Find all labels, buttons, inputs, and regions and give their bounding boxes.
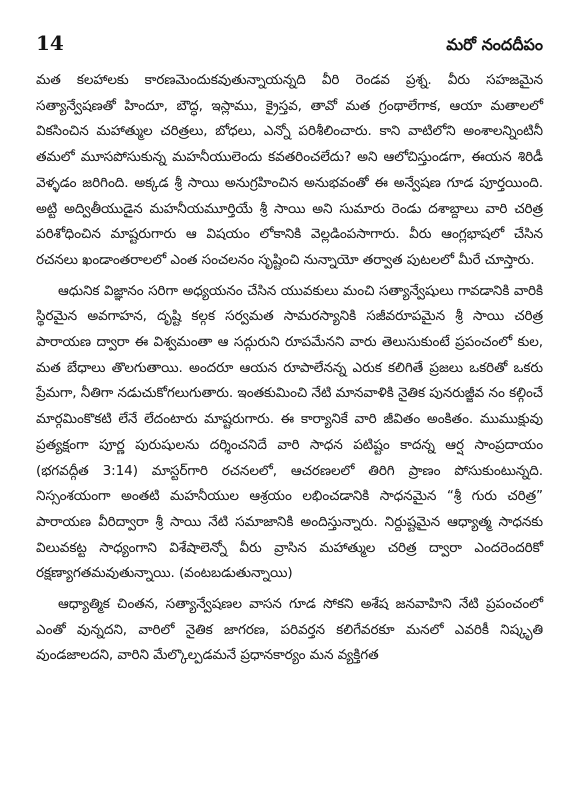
paragraph: ఆధునిక విజ్ఞానం సరిగా అధ్యయనం చేసిన యువకులు మంచి సత్యాన్వేషులు గావడానికి వారికి స్థిరమైన అవగాహన, దృష్టి కల్గక సర్వమత సామరస్యానికి సజీవరూపమైన శ్రీ సాయి చరిత్ర పారాయణ ద్వారా ఈ విశ్వమంతా ఆ సద్గురుని రూపమేనని వారు తెలుసుకుంటే ప్రపంచంలో కుల, మత బేధాలు తొలగుతాయి. అందరూ ఆయన రూపాలేనన్న ఎరుక కలిగితే ప్రజలు ఒకరితో ఒకరు ప్రేమగా, నీతిగా నడుచుకోగలుగుతారు. ఇంతకుమించి నేటి మానవాళికి నైతిక పునరుజ్జీవ నం కల్గించే మార్గమింకొకటి లేనే లేదంటారు మాష్టరుగారు. ఈ కార్యానికే వారి జీవితం అంకితం. ముముక్షువు ప్రత్యక్షంగా పూర్ణ పురుషులను దర్శించనిదే వారి సాధన పటిష్టం కాదన్న ఆర్ష సాంప్రదాయం (భగవద్గీత 3:14) మాస్టర్‌గారి రచనలలో, ఆచరణలలో తిరిగి ప్రాణం పోసుకుంటున్నది. నిస్సంశయంగా అంతటి మహనీయుల ఆశ్రయం లభించడానికి సాధనమైన “శ్రీ గురు చరిత్ర” పారాయణ వీరిద్వారా శ్రీ సాయి నేటి సమాజానికి అందిస్తున్నారు. నిర్దుష్టమైన ఆధ్యాత్మ సాధనకు విలువకట్ట సాధ్యంగాని విశేషాలెన్నో వీరు వ్రాసిన మహాత్ముల చరిత్ర ద్వారా ఎందరెందరికో రక్షణ్యాగతమవుతున్నాయి. (వంటబడుతున్నాయి): [36, 282, 543, 582]
paragraph: మత కలహాలకు కారణమెందుకవుతున్నాయన్నది వీరి రెండవ ప్రశ్న. వీరు సహజమైన సత్యాన్వేషణతో హిందూ, బౌద్ధ, ఇస్లాము, క్రైస్తవ, తావో మత గ్రంథాలేగాక, ఆయా మతాలలో వికసించిన మహాత్ముల చరిత్రలు, బోధలు, ఎన్నో పరిశీలించారు. కాని వాటిలోని అంశాలన్నింటినీ తమలో మూసపోసుకున్న మహనీయులెందు కవతరించలేదు? అని ఆలోచిస్తుండగా, ఈయన శిరిడీ వెళ్ళడం జరిగింది. అక్కడ శ్రీ సాయి అనుగ్రహించిన అనుభవంతో ఈ అన్వేషణ గూడ పూర్తయింది. అట్టి అద్వితీయుడైన మహనీయమూర్తియే శ్రీ సాయి అని సుమారు రెండు దశాబ్దాలు వారి చరిత్ర పరిశోధించిన మాష్టరుగారు ఆ విషయం లోకానికి వెల్లడింపసాగారు. వీరు ఆంగ్లభాషలో చేసిన రచనలు ఖండాంతరాలలో ఎంత సంచలనం సృష్టించి నున్నాయో తర్వాత పుటలలో మీరే చూస్తారు.: [36, 72, 543, 268]
page-number: 14: [36, 31, 64, 55]
running-head: మరో నందదీపం: [446, 35, 543, 54]
body-text: [36, 68, 543, 669]
page-header: [36, 28, 543, 58]
paragraph: ఆధ్యాత్మిక చింతన, సత్యాన్వేషణల వాసన గూడ సోకని అశేష జనవాహిని నేటి ప్రపంచంలో ఎంతో వున్నదని, వారిలో నైతిక జాగరణ, పరివర్తన కలిగేవరకూ మనలో ఎవరికీ నిష్కృతి వుండజాలదని, వారిని మేల్కొల్పడమనే ప్రధానకార్యం మన వ్యక్తిగత: [36, 596, 543, 664]
